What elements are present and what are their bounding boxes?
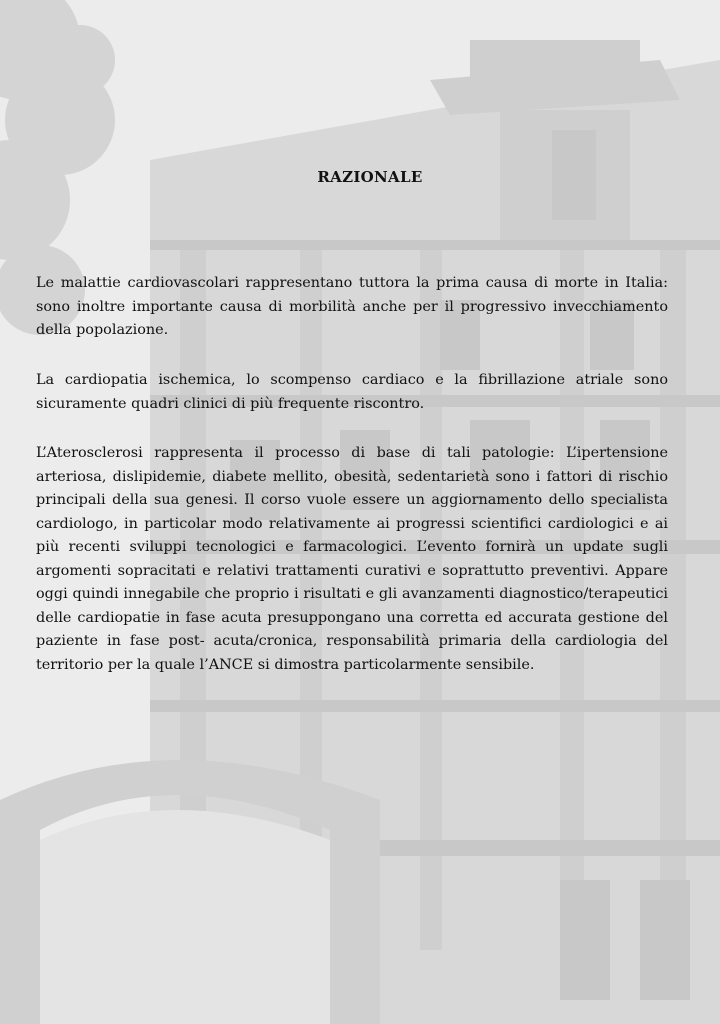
paragraph-3: L’Aterosclerosi rappresenta il processo di base di tali patologie: L’ipertensione arteriosa, dislipidemie, diabete mellito, obesità, sedentarietà sono i fattori di rischio principali della sua genesi. Il corso vuole essere un aggiornamento dello specialista cardiologo, in particolar modo relativamente ai progressi scientifici cardiologici e ai più recenti sviluppi tecnologici e farmacologici. L’evento fornirà un update sugli argomenti sopracitati e relativi trattamenti curativi e soprattutto preventivi. Appare oggi quindi innegabile che proprio i risultati e gli avanzamenti diagnostico/terapeutici delle cardiopatie in fase acuta presuppongano una corretta ed accurata gestione del paziente in fase post- acuta/cronica, responsabilità primaria della cardiologia del territorio per la quale l’ANCE si dimostra particolarmente sensibile. [36, 445, 668, 673]
paragraph-2: La cardiopatia ischemica, lo scompenso cardiaco e la fibrillazione atriale sono sicuramente quadri clinici di più frequente riscontro. [36, 372, 668, 412]
paragraph-1: Le malattie cardiovascolari rappresentano tuttora la prima causa di morte in Italia: sono inoltre importante causa di morbilità anche per il progressivo invecchiamento della popolazione. [36, 275, 668, 339]
page-title: RAZIONALE [317, 168, 423, 186]
